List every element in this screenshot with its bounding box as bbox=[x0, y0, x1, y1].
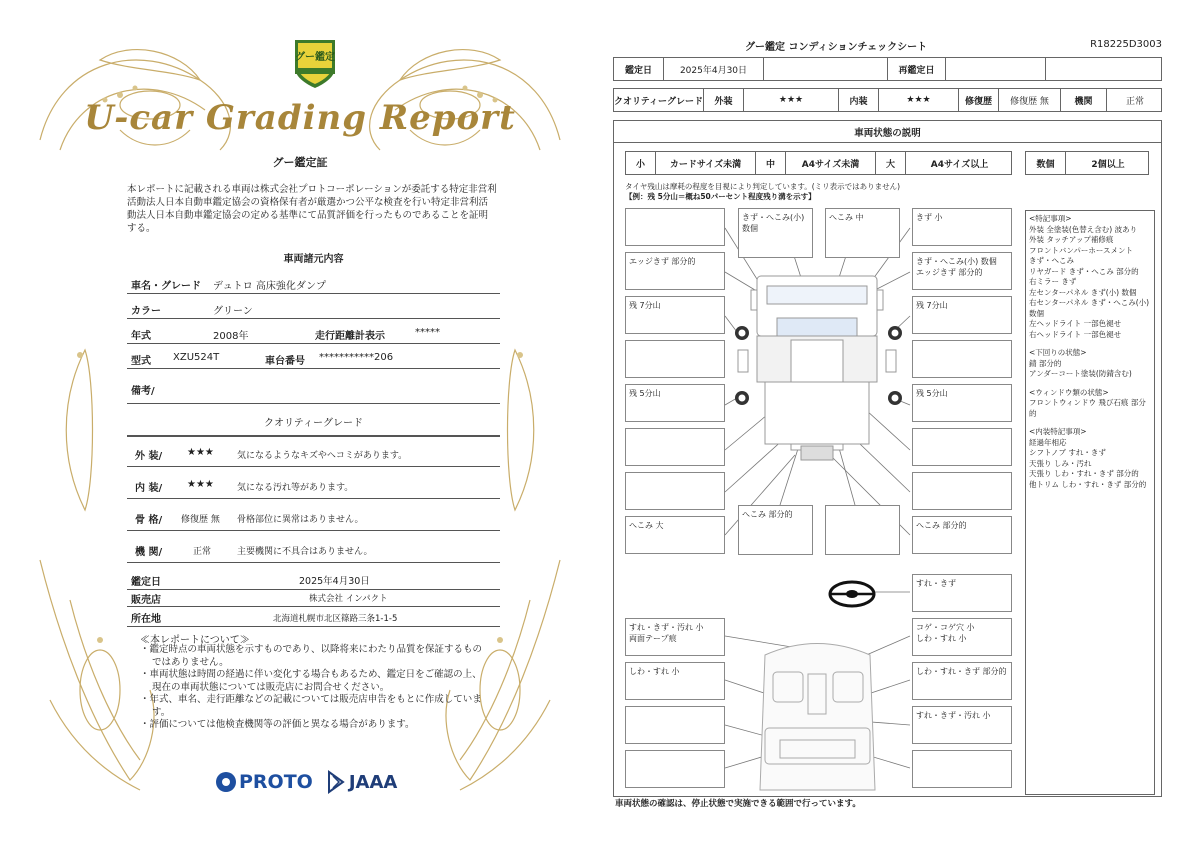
sheet-exterior-stars: ★★★ bbox=[744, 89, 839, 111]
interior-notes bbox=[1029, 427, 1151, 490]
row-vehicle-name bbox=[127, 272, 500, 294]
color-label: カラー bbox=[131, 306, 161, 317]
size-mid-desc: A4サイズ未満 bbox=[786, 152, 876, 174]
note-box bbox=[912, 340, 1012, 378]
tire-note-line-2: 【例：残 5分山＝概ね50パーセント程度残り溝を示す】 bbox=[625, 192, 816, 201]
steering-wheel-icon bbox=[830, 582, 874, 606]
note-box bbox=[625, 340, 725, 378]
year-value: 2008年 bbox=[213, 331, 249, 342]
note-line: フロントウィンドウ 飛び石痕 部分的 bbox=[1029, 398, 1146, 418]
note-box-console: すれ・きず・汚れ 小 bbox=[912, 706, 1012, 744]
desc-title: 車両状態の説明 bbox=[614, 121, 1161, 143]
note-box bbox=[825, 505, 900, 555]
note-box-rear-right: へこみ 部分的 bbox=[912, 516, 1012, 554]
row-year bbox=[127, 322, 500, 344]
note-item: ・車両状態は時間の経過に伴い変化する場合もあるため、鑑定日をご確認の上、現在の車両状態については販売店にお問合せください。 bbox=[140, 669, 482, 693]
note-item: ・評価については他検査機関等の評価と異なる場合があります。 bbox=[140, 719, 415, 730]
row-exterior bbox=[127, 441, 500, 467]
note-item: ・年式、車名、走行距離などの記載については販売店申告をもとに作成しています。 bbox=[140, 694, 482, 718]
row-remarks bbox=[127, 374, 500, 404]
row-date bbox=[127, 568, 500, 590]
size-small-desc: カードサイズ未満 bbox=[656, 152, 756, 174]
model-value: XZU524T bbox=[173, 352, 220, 363]
sheet-code: R18225D3003 bbox=[1090, 39, 1162, 50]
mileage-label: 走行距離計表示 bbox=[315, 331, 385, 342]
sheet-footer-note: 車両状態の確認は、停止状態で実施できる範囲で行っています。 bbox=[615, 799, 861, 809]
note-box-right-edge: きず・へこみ(小) 数個 エッジきず 部分的 bbox=[912, 252, 1012, 290]
row-model bbox=[127, 347, 500, 369]
notes-list bbox=[140, 644, 490, 732]
proto-logo-text: PROTO bbox=[239, 771, 313, 793]
certificate-statement: 本レポートに記載される車両は株式会社プロトコーポレーションが委託する特定非営利活動法人日本自動車鑑定協会の資格保有者が厳選かつ公平な検査を行い特定非営利活動法人日本自動車鑑定協会の定める基準にて品質評価を行ったものであることを証明する。 bbox=[127, 184, 497, 234]
address-label: 所在地 bbox=[131, 614, 161, 625]
engine-value: 正常 bbox=[193, 547, 212, 557]
mileage-value: ***** bbox=[415, 327, 440, 338]
note-line: きず・へこみ bbox=[1029, 256, 1074, 265]
note-line: 他トリム しわ・すれ・きず 部分的 bbox=[1029, 479, 1147, 489]
count-label: 数個 bbox=[1026, 152, 1066, 174]
note-line: 天張り しみ・汚れ bbox=[1029, 458, 1092, 468]
size-large-label: 大 bbox=[876, 152, 906, 174]
note-box-seat-burn: コゲ・コゲ穴 小 しわ・すれ 小 bbox=[912, 618, 1012, 656]
underbody-notes bbox=[1029, 348, 1151, 380]
row-dealer bbox=[127, 588, 500, 607]
exterior-notes bbox=[1029, 214, 1151, 340]
footer-logos bbox=[216, 770, 397, 794]
note-box bbox=[625, 750, 725, 788]
vehicle-name-label: 車名・グレード bbox=[131, 281, 201, 292]
color-value: グリーン bbox=[213, 306, 253, 317]
certificate-title: グー鑑定証 bbox=[272, 156, 328, 169]
sheet-title: グー鑑定 コンディションチェックシート bbox=[745, 42, 928, 53]
model-label: 型式 bbox=[131, 356, 151, 367]
note-box-front-left: きず・へこみ(小) 数個 bbox=[738, 208, 813, 258]
interior-notes-head: <内装特記事項> bbox=[1029, 427, 1087, 436]
size-small-label: 小 bbox=[626, 152, 656, 174]
sheet-date-label: 鑑定日 bbox=[614, 58, 664, 80]
note-box bbox=[625, 428, 725, 466]
report-script-title: U-car Grading Report bbox=[84, 98, 516, 138]
note-box bbox=[912, 750, 1012, 788]
note-line: 右ミラー きず bbox=[1029, 277, 1077, 286]
note-box-tire-rear-right: 残 5分山 bbox=[912, 384, 1012, 422]
note-line: 経過年相応 bbox=[1029, 437, 1067, 447]
note-box-tire-front-right: 残 7分山 bbox=[912, 296, 1012, 334]
window-notes-head: <ウィンドウ類の状態> bbox=[1029, 387, 1109, 397]
note-item: ・鑑定時点の車両状態を示すものであり、以降将来にわたり品質を保証するものではありません。 bbox=[140, 644, 483, 668]
chassis-label: 車台番号 bbox=[265, 356, 305, 367]
note-box-dashboard: すれ・きず・汚れ 小 両面テープ痕 bbox=[625, 618, 725, 656]
sheet-exterior-label: 外装 bbox=[704, 89, 744, 111]
note-box-front-corner: きず 小 bbox=[912, 208, 1012, 246]
date-value: 2025年4月30日 bbox=[299, 576, 370, 587]
note-box bbox=[625, 208, 725, 246]
note-box-right-seat: しわ・すれ・きず 部分的 bbox=[912, 662, 1012, 700]
frame-text: 骨格部位に異常はありません。 bbox=[237, 515, 364, 525]
exterior-notes-head: <特記事項> bbox=[1029, 214, 1072, 223]
frame-value: 修復歴 無 bbox=[181, 515, 220, 525]
sheet-interior-label: 内装 bbox=[839, 89, 879, 111]
note-line: 錆 部分的 bbox=[1029, 358, 1062, 368]
badge-label: グー鑑定 bbox=[295, 52, 335, 63]
year-label: 年式 bbox=[131, 331, 151, 342]
note-box bbox=[625, 472, 725, 510]
note-line: 左センターパネル きず(小) 数個 bbox=[1029, 287, 1137, 297]
exterior-stars: ★★★ bbox=[187, 447, 214, 458]
note-line: 外装 全塗装(色替え含む) 波あり bbox=[1029, 224, 1138, 234]
row-interior bbox=[127, 473, 500, 499]
condition-check-sheet bbox=[605, 0, 1200, 848]
dealer-value: 株式会社 インパクト bbox=[309, 594, 388, 604]
sheet-repair-value: 修復歴 無 bbox=[999, 89, 1061, 111]
sheet-quality-label: クオリティーグレード bbox=[614, 89, 704, 111]
note-line: 天張り しわ・すれ・きず 部分的 bbox=[1029, 469, 1139, 478]
notes-title: ≪本レポートについて≫ bbox=[140, 635, 250, 646]
interior-label: 内 装/ bbox=[135, 483, 163, 494]
jaaa-mark-icon bbox=[327, 770, 345, 794]
note-box-tire-front-left: 残 7分山 bbox=[625, 296, 725, 334]
quality-divider bbox=[127, 435, 500, 437]
note-box bbox=[625, 706, 725, 744]
sheet-date-value: 2025年4月30日 bbox=[664, 58, 764, 80]
jaaa-logo-text: JAAA bbox=[348, 771, 398, 793]
note-line: 左ヘッドライト 一部色褪せ bbox=[1029, 319, 1122, 328]
sheet-interior-stars: ★★★ bbox=[879, 89, 959, 111]
note-box-rear-mid-left: へこみ 部分的 bbox=[738, 505, 813, 555]
sheet-engine-value: 正常 bbox=[1125, 96, 1144, 107]
note-box-steering: すれ・きず bbox=[912, 574, 1012, 612]
note-box-left-seat: しわ・すれ 小 bbox=[625, 662, 725, 700]
note-line: 外装 タッチアップ補修痕 bbox=[1029, 235, 1114, 244]
exterior-label: 外 装/ bbox=[135, 451, 163, 462]
note-box-left-edge: エッジきず 部分的 bbox=[625, 252, 725, 290]
date-label: 鑑定日 bbox=[131, 577, 161, 588]
sheet-engine-label: 機関 bbox=[1061, 89, 1107, 111]
note-line: シフトノブ すれ・きず bbox=[1029, 448, 1106, 457]
engine-text: 主要機関に不具合はありません。 bbox=[237, 547, 373, 557]
quality-section-title: クオリティーグレード bbox=[264, 418, 363, 429]
address-value: 北海道札幌市北区篠路三条1-1-5 bbox=[273, 614, 398, 624]
dealer-label: 販売店 bbox=[131, 595, 161, 606]
row-frame bbox=[127, 505, 500, 531]
proto-logo bbox=[216, 771, 313, 793]
note-line: 右センターパネル きず・へこみ(小) bbox=[1029, 298, 1150, 307]
row-color bbox=[127, 297, 500, 319]
note-box-rear-left: へこみ 大 bbox=[625, 516, 725, 554]
spec-section-title: 車両諸元内容 bbox=[283, 254, 344, 265]
special-notes-panel bbox=[1025, 210, 1155, 795]
redate-blank bbox=[1046, 58, 1163, 80]
note-line: アンダーコート塗装(防錆含む) bbox=[1029, 369, 1132, 378]
proto-mark-icon bbox=[216, 772, 236, 792]
tire-note-line-1: タイヤ残山は摩耗の程度を目視により判定しています。(ミリ表示ではありません) bbox=[625, 182, 901, 191]
exterior-text: 気になるようなキズやヘコミがあります。 bbox=[237, 451, 408, 461]
note-box-tire-rear-left: 残 5分山 bbox=[625, 384, 725, 422]
window-notes bbox=[1029, 388, 1151, 420]
remarks-label: 備考/ bbox=[131, 386, 155, 397]
note-line: 右ヘッドライト 一部色褪せ bbox=[1029, 329, 1122, 339]
note-box bbox=[912, 472, 1012, 510]
note-box-front-right: へこみ 中 bbox=[825, 208, 900, 258]
count-value: 2個以上 bbox=[1091, 159, 1125, 170]
row-address bbox=[127, 607, 500, 627]
size-mid-label: 中 bbox=[756, 152, 786, 174]
interior-stars: ★★★ bbox=[187, 479, 214, 490]
note-line: リヤガード きず・へこみ 部分的 bbox=[1029, 266, 1139, 276]
note-line: フロントバンパーホースメント bbox=[1029, 245, 1133, 255]
underbody-notes-head: <下回りの状態> bbox=[1029, 348, 1087, 357]
vehicle-name-value: デュトロ 高床強化ダンプ bbox=[213, 281, 326, 292]
note-box bbox=[912, 428, 1012, 466]
count-legend bbox=[1025, 151, 1149, 175]
note-line: 数個 bbox=[1029, 308, 1044, 318]
size-large-desc: A4サイズ以上 bbox=[930, 159, 989, 170]
chassis-value: ***********206 bbox=[319, 352, 394, 363]
jaaa-logo bbox=[327, 770, 398, 794]
goo-kantei-badge-icon bbox=[287, 34, 343, 90]
row-engine bbox=[127, 537, 500, 563]
redate-label: 再鑑定日 bbox=[888, 58, 946, 80]
sheet-repair-label: 修復歴 bbox=[959, 89, 999, 111]
frame-label: 骨 格/ bbox=[135, 515, 163, 526]
engine-label: 機 関/ bbox=[135, 547, 163, 558]
interior-text: 気になる汚れ等があります。 bbox=[237, 483, 354, 493]
